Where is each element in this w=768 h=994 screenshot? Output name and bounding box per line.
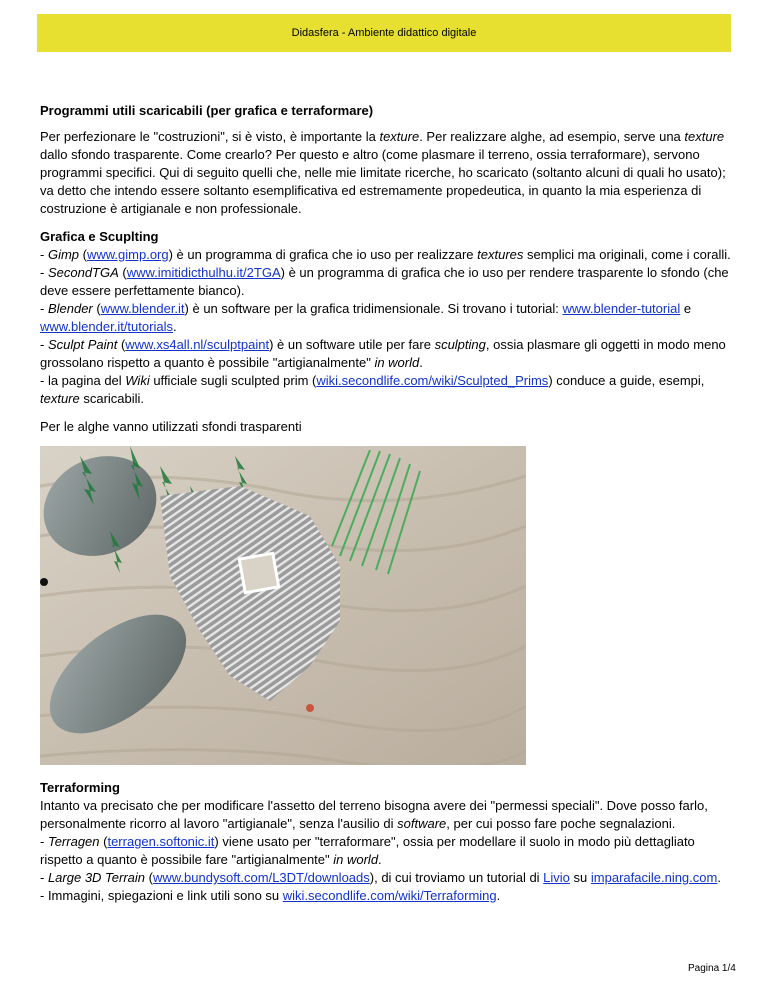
text-run: , ossia plasmare gli oggetti in modo meno grossolano rispetto a quanto è possibile "artigianalmente" [40, 337, 726, 370]
text-run: . [172, 319, 177, 334]
text-link[interactable]: www.imitidicthulhu.it/2TGA [126, 265, 281, 280]
italic-text: Large 3D Terrain [47, 870, 146, 885]
text-run: - la pagina del [40, 373, 126, 388]
text-run: ) è un programma di grafica che io uso per realizzare [168, 247, 478, 262]
item-wiki [40, 372, 732, 408]
text-link[interactable]: www.xs4all.nl/sculptpaint [125, 337, 270, 352]
italic-text: sculpting [434, 337, 486, 352]
text-run: - [40, 265, 48, 280]
italic-text: Sculpt Paint [47, 337, 118, 352]
seaweed-screenshot-image [40, 446, 526, 765]
text-run: Intanto va precisato che per modificare l'assetto del terreno bisogna avere dei "permessi speciali". Dove posso farlo, personalmente ricorro al lavoro "artigianale", senza l'ausilio di [40, 798, 708, 831]
italic-text: in world [333, 852, 379, 867]
document-body [40, 102, 732, 905]
italic-text: in world [374, 355, 420, 370]
text-run: ( [79, 247, 87, 262]
item-blender [40, 300, 732, 336]
text-run: ( [117, 337, 126, 352]
text-run: su [569, 870, 591, 885]
item-terraforming-wiki [40, 887, 732, 905]
text-run: . [378, 852, 382, 867]
text-link[interactable]: Livio [543, 870, 570, 885]
item-l3dt [40, 869, 732, 887]
text-run: - [40, 834, 48, 849]
page-number: Pagina 1/4 [688, 963, 736, 974]
header-title: Didasfera - Ambiente didattico digitale [291, 27, 477, 39]
text-run: Per perfezionare le "costruzioni", si è visto, è importante la [40, 129, 380, 144]
item-secondtga [40, 264, 732, 300]
text-run: ) è un software per la grafica tridimensionale. Si trovano i tutorial: [184, 301, 563, 316]
text-link[interactable]: wiki.secondlife.com/wiki/Terraforming [282, 888, 497, 903]
text-link[interactable]: www.blender.it [100, 301, 185, 316]
text-run: - [40, 870, 48, 885]
page-header [37, 14, 731, 52]
text-run: , per cui posso fare poche segnalazioni. [446, 816, 676, 831]
text-run: semplici ma originali, come i coralli. [523, 247, 731, 262]
item-sculptpaint [40, 336, 732, 372]
terraforming-intro [40, 797, 732, 833]
italic-text: SecondTGA [47, 265, 119, 280]
italic-text: Wiki [125, 373, 150, 388]
item-gimp [40, 246, 732, 264]
text-run: - [40, 247, 48, 262]
italic-text: software [397, 816, 447, 831]
text-link[interactable]: www.bundysoft.com/L3DT/downloads [152, 870, 370, 885]
italic-text: Terragen [47, 834, 100, 849]
section-title: Programmi utili scaricabili (per grafica e terraformare) [40, 103, 374, 118]
text-run: ( [145, 870, 153, 885]
italic-text: Gimp [47, 247, 80, 262]
text-run: ) conduce a guide, esempi, [548, 373, 705, 388]
italic-text: Blender [47, 301, 93, 316]
text-run: ( [118, 265, 127, 280]
italic-text: texture [684, 129, 725, 144]
italic-text: texture [379, 129, 420, 144]
text-run: - [40, 301, 48, 316]
text-run: - [40, 337, 48, 352]
text-run: - Immagini, spiegazioni e link utili sono su [40, 888, 283, 903]
text-run: ) viene usato per "terraformare", ossia per modellare il suolo in modo più dettagliato rispetto a quanto è possibile fare "artigianalmente" [40, 834, 695, 867]
text-run: e [680, 301, 692, 316]
heading-grafica: Grafica e Scuplting [40, 229, 159, 244]
text-link[interactable]: www.blender.it/tutorials [40, 319, 173, 334]
text-link[interactable]: www.gimp.org [86, 247, 169, 262]
italic-text: textures [477, 247, 524, 262]
italic-text: texture [40, 391, 80, 406]
intro-paragraph [40, 128, 732, 218]
text-link[interactable]: www.blender-tutorial [562, 301, 681, 316]
text-run: . [419, 355, 423, 370]
text-link[interactable]: terragen.softonic.it [107, 834, 215, 849]
text-run: ) è un software utile per fare [269, 337, 435, 352]
text-run: . Per realizzare alghe, ad esempio, serve una [419, 129, 685, 144]
text-run: ) è un programma di grafica che io uso per rendere trasparente lo sfondo (che deve essere perfettamente bianco). [40, 265, 729, 298]
text-run: scaricabili. [79, 391, 145, 406]
item-terragen [40, 833, 732, 869]
text-run: ufficiale sugli sculpted prim ( [149, 373, 317, 388]
image-caption: Per le alghe vanno utilizzati sfondi trasparenti [40, 419, 302, 434]
heading-terraforming: Terraforming [40, 780, 120, 795]
text-run: dallo sfondo trasparente. Come crearlo? Per questo e altro (come plasmare il terreno, ossia terraformare), servono programmi specifici. Qui di seguito quelli che, nelle mie limitate ricerche, ho scaricato (soltanto alcuni di quali ho usato); va detto che intendo essere soltanto esemplificativa ed estremamente propedeutica, in quanto la mia esperienza di costruzione è artigianale e non professionale. [40, 147, 726, 216]
text-run: . [717, 870, 721, 885]
text-link[interactable]: wiki.secondlife.com/wiki/Sculpted_Prims [316, 373, 549, 388]
text-run: . [496, 888, 501, 903]
text-run: ), di cui troviamo un tutorial di [369, 870, 544, 885]
text-run: ( [92, 301, 101, 316]
text-link[interactable]: imparafacile.ning.com [590, 870, 718, 885]
text-run: ( [99, 834, 108, 849]
